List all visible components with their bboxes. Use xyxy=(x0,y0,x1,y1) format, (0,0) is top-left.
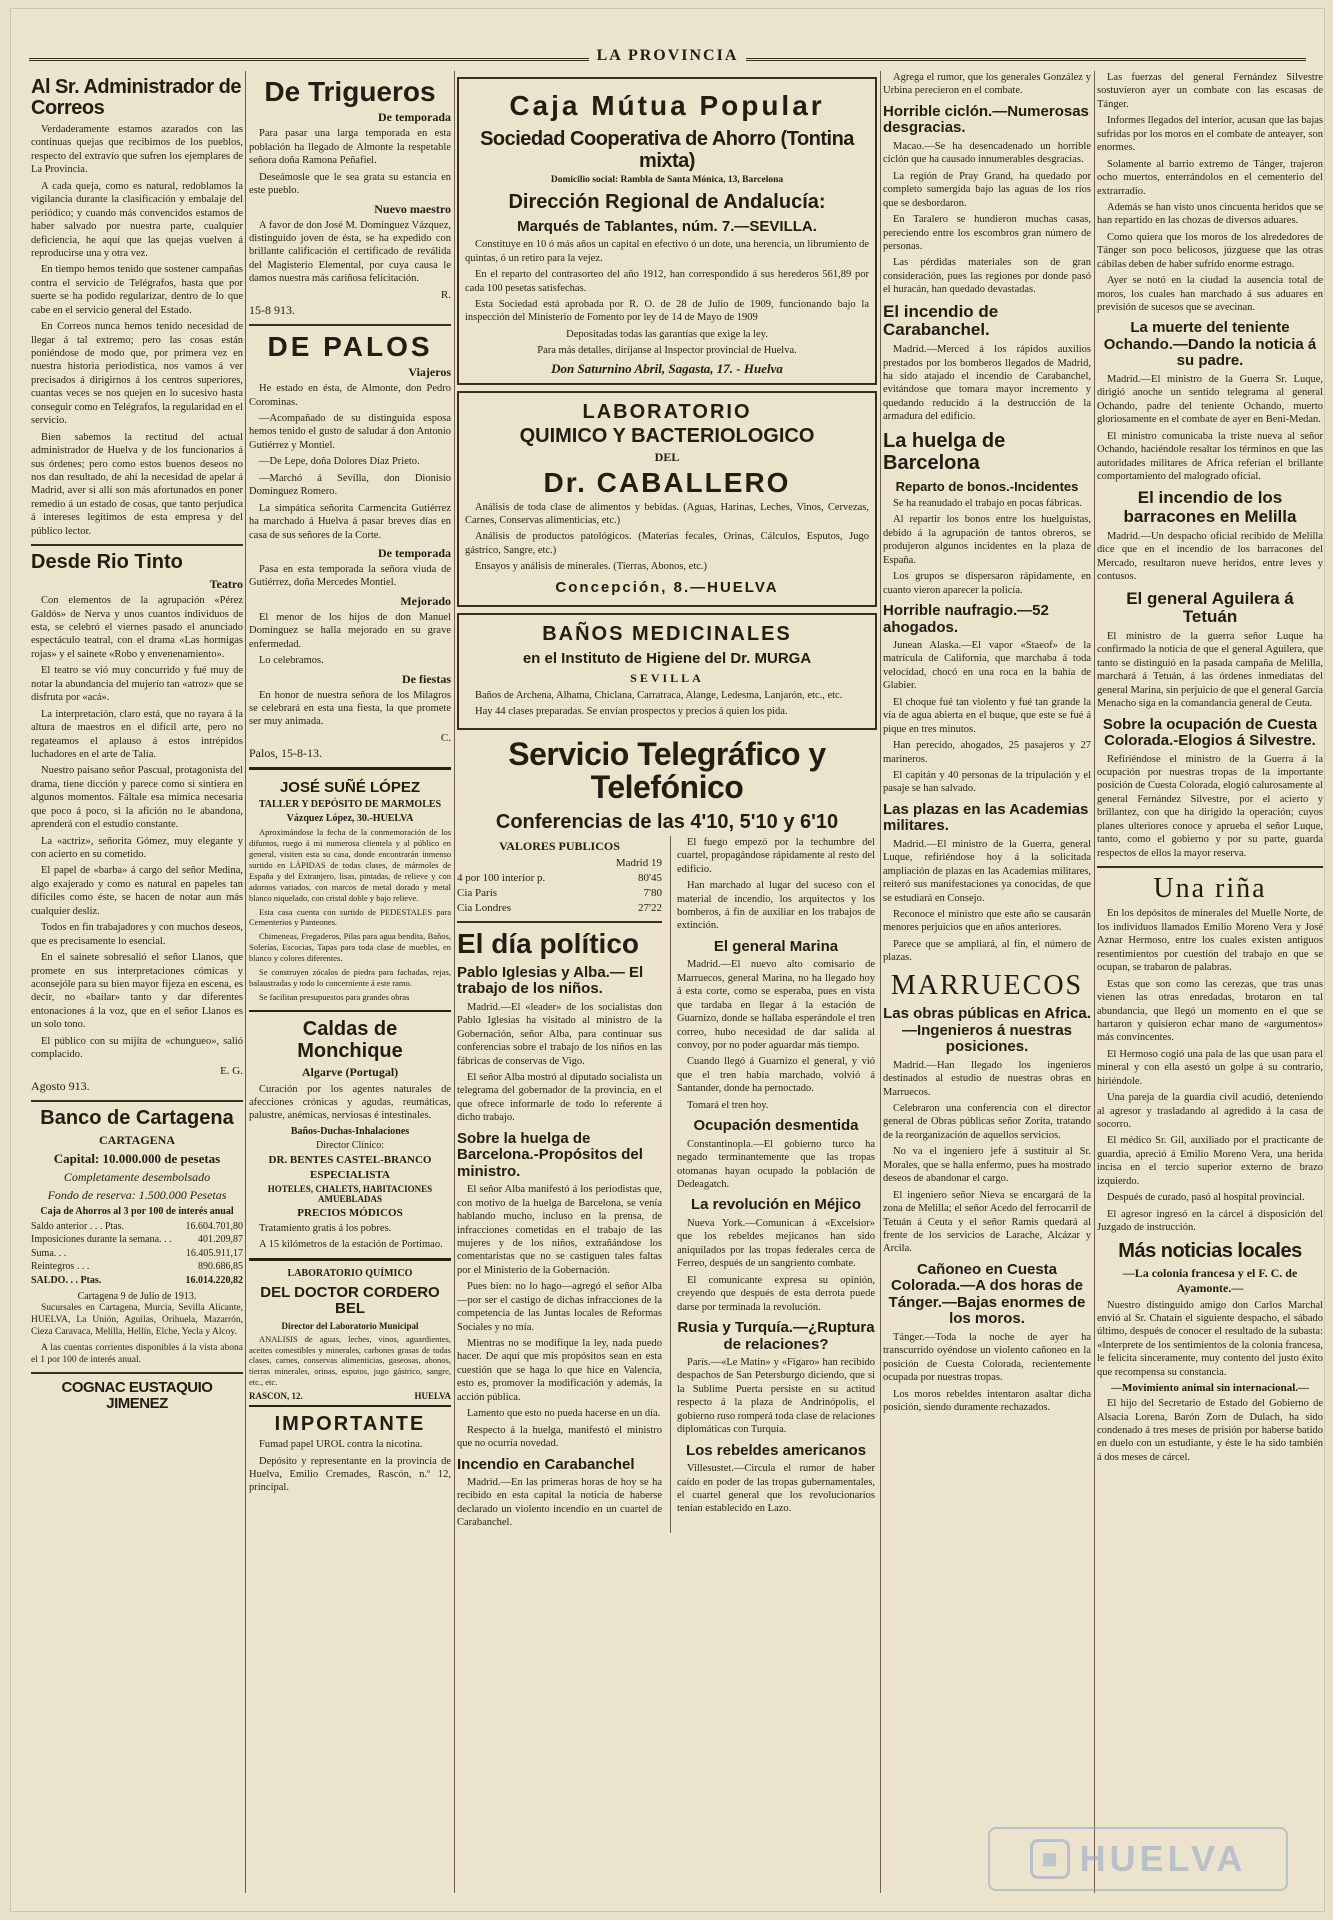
article-text: Nuestro paisano señor Pascual, protagonista del drama, tiene dicción y parece como si sintiera en algunos momentos. Fáltale esa mímica necesaria que poco á poco, si la afición no le abandona, aprenderá con el estudio constante. xyxy=(31,765,243,831)
article-text: Deseámosle que le sea grata su estancia en este pueblo. xyxy=(249,171,451,197)
subhead: De temporada xyxy=(378,110,451,125)
article-text: Celebraron una conferencia con el director general de Obras públicas señor Zorita, tratando de la reorganización de aquellos servicios. xyxy=(883,1103,1091,1141)
article-text: El señor Alba manifestó á los periodistas que, con motivo de la huelga de Barcelona, se venía hablando mucho, incluso en la prensa, de infracciones cometidas en el trabajo de las mujeres y de los niños, extrañándose los comentaristas que no se castiguen tales faltas por el Ministerio de la Gobernación. xyxy=(457,1184,662,1276)
table-row: Saldo anterior . . . Ptas. 16.604.701,80 xyxy=(31,1220,243,1232)
ad-text: En el reparto del contrasorteo del año 1912, han correspondido á sus herederos 561,89 por cada 100 pesetas satisfechas. xyxy=(465,269,869,294)
article-text: Parece que se ampliará, al fin, el número de plazas. xyxy=(883,938,1091,964)
article-text: En Correos nunca hemos tenido necesidad de llegar á tal extremo; pero las cosas están poniéndose de modo que, por primera vez en nuestra historia periodística, nos vamos á ver precisados á dirigirnos á los centros superiores, cuantas veces se nos quejen en lo sucesivo hasta conseguir como en Telégrafos, la regularidad en el servicio. xyxy=(31,321,243,427)
ad-text: Fumad papel UROL contra la nicotina. xyxy=(259,1439,423,1451)
headline-cuesta-colorada: Cañoneo en Cuesta Colorada.—A dos horas de Tánger.—Bajas enormes de los moros. xyxy=(888,1260,1086,1328)
headline-trigueros: De Trigueros xyxy=(264,76,436,107)
ad-text: Ensayos y análisis de minerales. (Tierras, Abonos, etc.) xyxy=(475,561,708,573)
ad-text: Para más detalles, diríjanse al Inspector provincial de Huelva. xyxy=(537,345,797,357)
article-text: Verdaderamente estamos azarados con las continuas quejas que recibimos de los pueblos, respecto del extravío que sufren los ejemplares de La Provincia. xyxy=(31,124,243,176)
ad-text: ESPECIALISTA xyxy=(310,1168,390,1181)
ad-address: Vázquez López, 30.-HUELVA xyxy=(286,813,414,825)
ad-title: JOSÉ SUÑÉ LÓPEZ xyxy=(279,778,421,796)
article-text: Reconoce el ministro que este año se causarán menores perjuicios que en años anteriores. xyxy=(883,909,1091,934)
headline-dia-politico: El día político xyxy=(457,928,640,960)
article-text: Madrid.—En las primeras horas de hoy se ha recibido en esta capital la noticia de haberse declarado un violento incendio en un cuartel de Carabanchel. xyxy=(457,1477,662,1529)
ad-title: LABORATORIO QUÍMICO xyxy=(287,1267,413,1279)
ad-title: Caldas de Monchique xyxy=(297,1017,403,1062)
dateline: Palos, 15-8-13. xyxy=(249,745,322,760)
ad-name: Dr. CABALLERO xyxy=(543,466,791,498)
ad-cognac: COGNAC EUSTAQUIO JIMENEZ xyxy=(61,1378,213,1412)
article-text: El choque fué tan violento y fué tan grande la vía de agua abierta en el buque, que este se fué á pique en tres minutos. xyxy=(883,696,1091,735)
article-text: La «actriz», señorita Gómez, muy elegante y con acierto en su cometido. xyxy=(31,835,243,860)
article-text: Pasa en esta temporada la señora viuda de Gutiérrez, doña Mercedes Montiel. xyxy=(249,563,451,589)
subheadline-movimiento: —Movimiento animal sin internacional.— xyxy=(1111,1382,1309,1395)
article-text: Tomará el tren hoy. xyxy=(687,1099,769,1111)
bank-title: Banco de Cartagena xyxy=(40,1106,234,1129)
subhead: Viajeros xyxy=(408,365,451,380)
headline-rebeldes: Los rebeldes americanos xyxy=(685,1441,867,1459)
article-text: Ayer se notó en la ciudad la ausencia total de moros, los cuales han marchado á sus aduares en previsión de sucesos que se avecinan. xyxy=(1097,275,1323,313)
divider xyxy=(31,544,243,546)
article-text: Refiriéndose el ministro de la Guerra á la ocupación por nuestras tropas de la importante posición de Cuesta Colorada, elogió calurosamente al general Fernández Silvestre, por el acierto y brillantez, con que ha dirigido la operación; cuyos planes ulteriores conoce y aprueba el señor Luque, tanto, como el gobierno y por su parte, guarda respectos de ellos la mayor reserva. xyxy=(1097,753,1323,859)
conferencias-heading: Conferencias de las 4'10, 5'10 y 6'10 xyxy=(495,810,839,833)
table-row: Imposiciones durante la semana. . . 401.209,87 xyxy=(31,1234,243,1246)
article-text: El agresor ingresó en la cárcel á disposición del Juzgado de instrucción. xyxy=(1097,1208,1323,1234)
article-text: Madrid.—El nuevo alto comisario de Marruecos, general Marina, no ha llegado hoy á esta corte, como se esperaba, pues en vista que tardaba en llegar á la estación de Guarnizo, donde se hallaba esperándole el tren correo, hubo necesidad de dar salida al convoy, por no poder aguardar más tiempo. xyxy=(677,959,875,1052)
article-text: El señor Alba mostró al diputado socialista un telegrama del gobernador de la provincia, en el que ofrece informarle de todo lo referente á dicho trabajo. xyxy=(457,1071,662,1124)
article-text: —Marchó á Sevilla, don Dionisio Domínguez Romero. xyxy=(249,472,451,498)
article-text: Nuestro distinguido amigo don Carlos Marchal envió al Sr. Chataín el siguiente despacho, el sábado último, después de conocer el resultado de la subasta: «Interprete de los sentimientos de la colonia francesa, le felicita sinceramente, muy contento del justo éxito que recompensa su constancia. xyxy=(1097,1299,1323,1378)
article-text: Se ha reanudado el trabajo en pocas fábricas. xyxy=(893,497,1082,509)
ad-address: Concepción, 8.—HUELVA xyxy=(555,578,779,596)
valores-date: Madrid 19 xyxy=(615,856,662,869)
article-text: En honor de nuestra señora de los Milagros se celebrará en esta una fiesta, la que promete ser muy animada. xyxy=(249,689,451,728)
article-text: El ministro comunicaba la triste nueva al señor Ochando, haciéndole resaltar los términos en que las autoridades militares de Africa referían el brillante comportamiento del malogrado oficial. xyxy=(1097,430,1323,482)
article-text: —Acompañado de su distinguida esposa hemos tenido el gusto de saludar á don Antonio Gutiérrez y Montiel. xyxy=(249,413,451,451)
bank-desembolsado: Completamente desembolsado xyxy=(63,1169,211,1184)
article-text: Madrid.—El ministro de la Guerra, general Luque, refiriéndose hoy á la solicitada ampliación de plazas en las Academias militares, reiteró sus manifestaciones ya conocidas, de que se estudiará en Consejo. xyxy=(883,838,1091,904)
article-text: Madrid.—Un despacho oficial recibido de Melilla dice que en el incendio de los barracones del Mercado, resultaron nueve heridos, entre leves y contusos. xyxy=(1097,530,1323,583)
article-text: Para pasar una larga temporada en esta población ha llegado de Almonte la respetable señora doña Ramona Peñafiel. xyxy=(249,128,451,167)
headline-palos: DE PALOS xyxy=(267,330,433,362)
article-text: Todos en fin trabajadores y con muchos deseos, que es precisamente lo esencial. xyxy=(31,922,243,947)
article-text: Villesustet.—Circula el rumor de haber caído en poder de las tropas gubernamentales, el cuartel general que los revolucionarios tenían establecido en Lazo. xyxy=(677,1463,875,1515)
article-text: El público con su mijita de «chungueo», salió complacido. xyxy=(31,1035,243,1061)
bank-city: CARTAGENA xyxy=(98,1132,176,1147)
ad-city: SEVILLA xyxy=(630,670,704,685)
ad-title: QUIMICO Y BACTERIOLOGICO xyxy=(519,424,815,447)
table-row: Suma. . . 16.405.911,17 xyxy=(31,1247,243,1259)
article-text: El teatro se vió muy concurrido y fué muy de notar la abundancia del mujerío tan «atroz» que se disfruta por «acá». xyxy=(31,665,243,704)
table-row: Reintegros . . . 890.686,85 xyxy=(31,1261,243,1273)
bank-caja: Caja de Ahorros al 3 por 100 de interés anual xyxy=(40,1205,234,1217)
column-1 xyxy=(31,71,243,1893)
divider xyxy=(31,1372,243,1374)
column-divider xyxy=(880,71,881,1893)
table-row: 4 por 100 interior p. 80'45 xyxy=(457,871,662,884)
ad-text: Depósito y representante en la provincia de Huelva, Emilio Cremades, Rascón, n.º 12, principal. xyxy=(249,1455,451,1494)
article-text: Tánger.—Toda la noche de ayer ha transcurrido oyéndose un violento cañoneo en la posición de Cuesta Colorada, recientemente ocupada por nuestras tropas. xyxy=(883,1331,1091,1384)
article-text: Han perecido, ahogados, 25 pasajeros y 27 marineros. xyxy=(883,740,1091,765)
ad-text: PRECIOS MÓDICOS xyxy=(297,1206,403,1219)
headline-academias: Las plazas en las Academias militares. xyxy=(883,800,1089,835)
ad-text: Esta Sociedad está aprobada por R. O. de 28 de Julio de 1909, funcionando bajo la inspección del Ministerio de Fomento por ley de 14 de Mayo de 1909 xyxy=(465,299,869,324)
article-text: La interpretación, claro está, que no rayara á la altura de maestros en el difícil arte, pero no regateamos el aplauso á estos intrépidos luchadores en el arte de Talía. xyxy=(31,708,243,760)
headline-aguilera: El general Aguilera á Tetuán xyxy=(1126,588,1294,627)
ad-address: Domicilio social: Rambla de Santa Mónica, 13, Barcelona xyxy=(550,174,784,185)
ad-text: Esta casa cuenta con surtido de PEDESTALES para Cementerios y Panteones. xyxy=(249,906,451,928)
table-row: Cia Londres 27'22 xyxy=(457,901,662,914)
column-4 xyxy=(883,71,1091,1893)
ad-text: Aproximándose la fecha de la conmemoración de los difuntos, ruego á mi numerosa clientela y al público en general, visiten esta su casa, donde encontrarán inmenso surtido en LÁPIDAS de todas clases, de mármoles de España y del Extranjero, lisas, pintadas, de relieve y con adornos variados, con marcos de metal dorado y metal blanco niquelado, con cristal doble y bajo relieve. xyxy=(249,827,451,903)
ad-direction: Dirección Regional de Andalucía: xyxy=(508,190,826,213)
ad-banos-murga xyxy=(457,613,877,729)
archive-logo-icon: ▦ xyxy=(1030,1839,1070,1879)
article-text: Mientras no se modifique la ley, nada puedo hacer. De aquí que mis propósitos sean en esta cuestión que se haga lo que hice en Valencia, esto es, promover la modificación y además, la acción pública. xyxy=(457,1338,662,1403)
news-right xyxy=(670,836,875,1533)
article-text: El hijo del Secretario de Estado del Gobierno de Alsacia Lorena, Barón Zorn de Dulach, ha sido condenado á tres meses de prisión por haberse batido en duelo con un estudiante, y éste le ha sido también á dos meses de cárcel. xyxy=(1097,1398,1323,1463)
article-text: Solamente al barrio extremo de Tánger, trajeron ocho muertos, enterrándolos en el cementerio del extrarradio. xyxy=(1097,158,1323,197)
ad-text: Baños-Duchas-Inhalaciones xyxy=(290,1125,410,1137)
dateline: Agosto 913. xyxy=(31,1078,90,1093)
ad-text: A 15 kilómetros de la estación de Portimao. xyxy=(259,1239,443,1251)
subheadline-colonia-francesa: —La colonia francesa y el F. C. de Ayamonte.— xyxy=(1122,1265,1298,1295)
article-text: En tiempo hemos tenido que sostener campañas contra el servicio de Telégrafos, hasta que por suerte se ha podido regularizar, dentro de lo que cabe en el servicio general del Estado. xyxy=(31,264,243,316)
article-text: Después de curado, pasó al hospital provincial. xyxy=(1107,1192,1305,1204)
ad-text: Curación por los agentes naturales de afecciones crónicas y agudas, reumáticas, palustre, anémicas, nerviosas é intestinales. xyxy=(249,1083,451,1122)
headline-marina: El general Marina xyxy=(713,937,839,955)
article-text: El fuego empezó por la techumbre del cuartel, propagándose rápidamente al resto del edificio. xyxy=(677,836,875,875)
article-text: En Taralero se hundieron muchas casas, pereciendo entre los escombros gran número de personas. xyxy=(883,214,1091,252)
article-text: Al repartir los bonos entre los huelguistas, debido á la agrupación de tantos obreros, se produjeron algunos incidentes en la plaza de España. xyxy=(883,514,1091,566)
article-text: A cada queja, como es natural, redoblamos la vigilancia durante la clasificación y embalaje del periódico; y cuando más convencidos estamos de haber salvado por nuestra parte, cualquier deficiencia, he aquí que las quejas vuelven á reproducirse una y otra vez. xyxy=(31,180,243,259)
ad-address: RASCON, 12. HUELVA xyxy=(249,1391,451,1402)
column-3 xyxy=(457,71,877,1893)
signature: R. xyxy=(440,288,451,301)
ad-name: DEL DOCTOR CORDERO BEL xyxy=(260,1283,440,1318)
bank-sucursales: Sucursales en Cartagena, Murcia, Sevilla Alicante, HUELVA, La Unión, Aguilas, Orihuela, Mazarrón, Cieza Caravaca, Melilla, Hellín, Elche, Yecla y Alcoy. xyxy=(31,1303,243,1338)
ad-text: Director Clínico: xyxy=(315,1139,385,1151)
bank-table xyxy=(31,1220,243,1288)
article-text: El Hermoso cogió una pala de las que usan para el mineral y con ella asestó un golpe á su contrario, hiriéndole. xyxy=(1097,1048,1323,1087)
bank-date: Cartagena 9 de Julio de 1913. xyxy=(77,1291,197,1303)
valores-table xyxy=(457,871,662,916)
subheadline-bonos: Reparto de bonos.-Incidentes xyxy=(895,478,1079,494)
headline-incendio: Incendio en Carabanchel xyxy=(457,1455,635,1473)
article-text: Madrid.—El ministro de la Guerra Sr. Luque, dirigió anoche un sentido telegrama al general Ochando, padre del teniente Ochando, muerto gloriosamente en el combate de ayer en Beni-Medan. xyxy=(1097,373,1323,426)
headline-barracones: El incendio de los barracones en Melilla xyxy=(1123,488,1297,527)
headline-ciclon: Horrible ciclón.—Numerosas desgracias. xyxy=(883,102,1089,137)
article-text: Además se han visto unos cincuenta heridos que se han repartido en las chozas de diversos aduares. xyxy=(1097,201,1323,227)
article-text: Informes llegados del interior, acusan que las bajas sufridas por los moros en el combate de anteayer, son enormes. xyxy=(1097,115,1323,154)
article-text: Madrid.—El «leader» de los socialistas don Pablo Iglesias ha visitado al ministro de la Gobernación, señor Alba, para continuar sus conferencias sobre el trabajo de los niños en las fábricas de conservas de Vigo. xyxy=(457,1001,662,1067)
ad-subtitle: Sociedad Cooperativa de Ahorro (Tontina mixta) xyxy=(480,127,854,172)
ad-text: Se construyen zócalos de piedra para fachadas, rejas, balaustradas y todo lo concerniente á este ramo. xyxy=(249,966,451,988)
article-text: Los grupos se dispersaron rápidamente, en cuanto vieron aparecer la policía. xyxy=(883,571,1091,596)
ad-text: DR. BENTES CASTEL-BRANCO xyxy=(268,1153,432,1166)
news-left xyxy=(457,836,662,1533)
headline-una-rina: Una riña xyxy=(1153,873,1267,905)
ad-title: BAÑOS MEDICINALES xyxy=(542,623,792,646)
divider xyxy=(457,921,662,923)
headline-rusia: Rusia y Turquía.—¿Ruptura de relaciones? xyxy=(677,1319,875,1353)
masthead xyxy=(29,47,1306,69)
article-text: Madrid.—Merced á los rápidos auxilios prestados por los bomberos llegados de Madrid, ha sido atajado el incendio de Carabanchel, evitándose que tomara mayor incremento y quedando reducido á la destrucción de la armadura del edificio. xyxy=(883,344,1091,423)
signature: E. G. xyxy=(220,1064,243,1077)
ad-text: Chimeneas, Fregaderos, Pilas para agua bendita, Baños, Solerías, Escocias, Tapas para toda clase de muebles, en blanco y colores diferentes. xyxy=(249,931,451,964)
signature: C. xyxy=(440,731,451,744)
ad-caldas-monchique xyxy=(249,1018,451,1252)
bank-capital: Capital: 10.000.000 de pesetas xyxy=(53,1150,221,1166)
ad-text: Depositadas todas las garantías que exige la ley. xyxy=(566,328,768,340)
ad-caja-mutua xyxy=(457,77,877,385)
ad-text: HOTELES, CHALETS, HABITACIONES AMUEBLADAS xyxy=(267,1183,433,1204)
article-text: Bien sabemos la rectitud del actual administrador de Huelva y de los funcionarios á sus órdenes; pero como estos buenos deseos no nos dan resultado, de ahí la necesidad de apelar á Madrid, aver si allí son más afortunados en poner remedio á un estado de cosas, que tanto perjudica á intereses legítimos de esta empresa y del público lector. xyxy=(31,431,243,537)
article-text: Estas que son como las cerezas, que tras unas vienen las otras enredadas, brotaron en tal abundancia, que llegó un momento en el que se hartaron y quisieron echar mano de «argumentos» más convincentes. xyxy=(1097,978,1323,1044)
article-text: Una pareja de la guardia civil acudió, deteniendo al agresor y trasladando al agredido á la casa de socorro. xyxy=(1097,1092,1323,1131)
headline-carabanchel: El incendio de Carabanchel. xyxy=(883,301,999,340)
article-text: Como quiera que los moros de los alrededores de Tánger son poco belicosos, júzguese que las otras cábilas deben de haber sufrido enorme estrago. xyxy=(1097,231,1323,270)
ad-title: DEL xyxy=(654,449,680,464)
article-text: Agrega el rumor, que los generales González y Urbina perecieron en el combate. xyxy=(883,72,1091,97)
section-marruecos: MARRUECOS xyxy=(890,969,1084,1001)
table-row: SALDO. . . Ptas. 16.014.220,82 xyxy=(31,1274,243,1286)
article-text: En los depósitos de minerales del Muelle Norte, de los individuos llamados Emilio Moreno Vera y José Aznar Hermoso, entre los cuales existen antiguos resentimientos por cuestión del trabajo en que se ocupan, se trabaron de palabras. xyxy=(1097,908,1323,974)
article-text: Lamento que esto no pueda hacerse en un día. xyxy=(467,1408,661,1420)
ad-title: Caja Mútua Popular xyxy=(509,90,825,121)
subhead: De fiestas xyxy=(402,671,451,686)
divider xyxy=(249,324,451,326)
subhead: Teatro xyxy=(209,577,243,592)
article-text: Pues bien: no lo hago—agregó el señor Alba—por ser el castigo de dichas infracciones de la competencia de las Juntas locales de Reformas Sociales y no mía. xyxy=(457,1281,662,1333)
subhead: Mejorado xyxy=(400,593,451,608)
article-text: Macao.—Se ha desencadenado un horrible ciclón que ha causado innumerables desgracias. xyxy=(883,140,1091,166)
article-text: El ministro de la guerra señor Luque ha confirmado la noticia de que el general Aguilera, que tanto se distinguió en la pasada campaña de Melilla, marchará á Tetuán, á las órdenes inmediatas del general Marina, sin perjuicio de que el general García Menacho siga en la comandancia general de Ceuta. xyxy=(1097,630,1323,710)
headline-noticias-locales: Más noticias locales xyxy=(1118,1239,1302,1262)
ad-subtitle: Algarve (Portugal) xyxy=(301,1064,399,1079)
newspaper-page xyxy=(10,8,1325,1912)
article-text: En el sainete sobresalió el señor Llanos, que promete en sus interpretaciones cómicas y aconsejóle para su bien mayor fijeza en escena, es decir, no «bailar» tanto y dar diferentes entonaciones á la voz, que en el señor Llanos es un solo tono. xyxy=(31,952,243,1031)
article-text: A favor de don José M. Domínguez Vázquez, distinguido joven de ésta, se ha expedido con brillante calificación el certificado de reválida del Magisterio Elemental, por cuya causa le damos nuestra más cariñosa felicitación. xyxy=(249,219,451,285)
article-text: La región de Pray Grand, ha quedado por completo sumergida bajo las aguas de los ríos que se desbordaron. xyxy=(883,170,1091,209)
article-text: La simpática señorita Carmencita Gutiérrez ha marchado á Huelva á pasar breves días en casa de sus señores de la Corte. xyxy=(249,502,451,541)
column-divider xyxy=(454,71,455,1893)
column-2 xyxy=(249,71,451,1893)
article-text: El ingeniero señor Nieva se encargará de la zona de Melilla; el señor Acedo del ferrocarril de Tetuán á Ceuta y el señor Ramis quedará al frente de los servicios de Larache, Alcázar y Arcila. xyxy=(883,1189,1091,1255)
ad-text: Baños de Archena, Alhama, Chiclana, Carratraca, Alange, Ledesma, Lanjarón, etc., etc. xyxy=(475,689,843,701)
article-text: Cuando llegó á Guarnizo el general, y vió que el tren había marchado, volvió á Santander, donde ha pernoctado. xyxy=(677,1056,875,1095)
article-text: El médico Sr. Gil, auxiliado por el practicante de guardia, apreció á Emilio Moreno Vera, una herida incisa en el tercio superior externo de brazo izquierdo. xyxy=(1097,1135,1323,1187)
table-row: Cia París 7'80 xyxy=(457,886,662,899)
article-text: No va el ingeniero jefe á sustituir al Sr. Morales, que se halla enfermo, pues ha mostrado deseos de abandonar el cargo. xyxy=(883,1146,1091,1185)
article-text: Respecto á la huelga, manifestó el ministro que no ocurría novedad. xyxy=(457,1424,662,1450)
dateline: 15-8 913. xyxy=(249,302,295,317)
ad-title-importante: IMPORTANTE xyxy=(274,1413,426,1436)
article-text: —De Lepe, doña Dolores Díaz Prieto. xyxy=(259,456,420,468)
article-text: El papel de «barba» á cargo del señor Medina, algo exajerado y como es natural en papeles tan difíciles como éste, se hacen de notar aun más cualquier desliz. xyxy=(31,865,243,917)
article-text: Las pérdidas materiales son de gran consideración, pues las regiones por donde pasó el huracán, han quedado devastadas. xyxy=(883,257,1091,296)
headline-huelga: Sobre la huelga de Barcelona.-Propósitos del ministro. xyxy=(457,1129,643,1180)
headline-obras-africa: Las obras públicas en Africa.—Ingenieros á nuestras posiciones. xyxy=(883,1005,1091,1056)
ad-subtitle: TALLER Y DEPÓSITO DE MARMOLES xyxy=(258,799,442,811)
watermark-text: HUELVA xyxy=(1079,1838,1247,1879)
article-text: Han marchado al lugar del suceso con el material de incendio, los arquitectos y los bomberos, á fin de auxiliar en los trabajos de extinción. xyxy=(677,880,875,932)
ad-text: Hay 44 clases preparadas. Se envían prospectos y precios á quien los pida. xyxy=(475,706,788,718)
bank-note: A las cuentas corrientes disponibles á la vista abona el 1 por 100 de interés anual. xyxy=(31,1342,243,1365)
ad-text: Se facilitan presupuestos para grandes obras xyxy=(259,991,410,1002)
bank-fondo: Fondo de reserva: 1.500.000 Pesetas xyxy=(47,1187,227,1202)
divider xyxy=(31,1100,243,1102)
archive-watermark xyxy=(988,1827,1288,1891)
ad-text: Director del Laboratorio Municipal xyxy=(281,1320,419,1331)
ad-text: Constituye en 10 ó más años un capital en efectivo ó un dote, una herencia, un librumiento de quintas, ó un retiro para la vejez. xyxy=(465,239,869,264)
ad-contact: Don Saturnino Abril, Sagasta, 17. - Huelva xyxy=(551,360,783,376)
subhead: Nuevo maestro xyxy=(374,201,451,216)
divider xyxy=(1097,866,1323,868)
masthead-title: LA PROVINCIA xyxy=(589,47,747,64)
article-text: Constantinopla.—El gobierno turco ha negado terminantemente que las tropas otomanas hayan ocupado la población de Dedeagatch. xyxy=(677,1138,875,1191)
ad-sune-lopez xyxy=(249,767,451,1012)
ad-text: Análisis de productos patológicos. (Materias fecales, Orinas, Cálculos, Esputos, Jugo gástrico, Sangre, etc.) xyxy=(465,531,869,556)
headline-correos: Al Sr. Administrador de Correos xyxy=(31,76,242,119)
ad-text: Tratamiento gratis á los pobres. xyxy=(259,1222,392,1234)
ad-title: LABORATORIO xyxy=(582,400,752,423)
article-text: Las fuerzas del general Fernández Silvestre sostuvieron ayer un combate con las escasas de Tánger. xyxy=(1097,72,1323,110)
ad-laboratorio-caballero xyxy=(457,391,877,607)
article-text: Nueva York.—Comunican á «Excelsior» que los rebeldes mejicanos han sido aniquilados por las tropas federales cerca de Ferreo, después de un sangriento combate. xyxy=(677,1217,875,1270)
article-text: Los moros rebeldes intentaron asaltar dicha posición, siendo duramente rechazados. xyxy=(883,1388,1091,1413)
subhead: De temporada xyxy=(378,545,451,560)
column-5 xyxy=(1097,71,1323,1893)
article-text: Lo celebramos. xyxy=(259,655,324,667)
column-divider xyxy=(1094,71,1095,1893)
headline-rio-tinto: Desde Rio Tinto xyxy=(31,551,183,574)
article-text: Junean Alaska.—El vapor «Staeof» de la matrícula de California, que marchaba á toda velocidad, chocó en una roca en la bahía de Glabier. xyxy=(883,640,1091,692)
column-divider xyxy=(245,71,246,1893)
headline-pablo-iglesias: Pablo Iglesias y Alba.— El trabajo de los niños. xyxy=(457,963,644,998)
headline-silvestre: Sobre la ocupación de Cuesta Colorada.-Elogios á Silvestre. xyxy=(1102,715,1318,750)
article-text: París.—«Le Matin» y «Fígaro» han recibido despachos de San Petersburgo diciendo, que si la Sublime Puerta persiste en su actitud respecto á la plaza de Andrinópolis, el gobierno ruso romperá toda clase de relaciones diplomáticas con Turquía. xyxy=(677,1357,875,1436)
ad-subtitle: en el Instituto de Higiene del Dr. MURGA xyxy=(522,650,812,668)
ad-text: ANALISIS de aguas, leches, vinos, aguardientes, aceites comestibles y minerales, carbones grasas de todas clases, carnes, conservas alimenticias, gaseosas, abonos, tierras minerales, orinas, esputos, jugo gástrico, sangre, etc., etc. xyxy=(249,1333,451,1388)
section-title-telegrafico: Servicio Telegráfico y Telefónico xyxy=(508,735,826,806)
ad-cordero-bel xyxy=(249,1258,451,1407)
telegraph-news xyxy=(457,836,877,1533)
ad-address: Marqués de Tablantes, núm. 7.—SEVILLA. xyxy=(517,217,817,235)
article-text: El capitán y 40 personas de la tripulación y el pasaje se han salvado. xyxy=(883,769,1091,795)
ad-text: Análisis de toda clase de alimentos y bebidas. (Aguas, Harinas, Leches, Vinos, Cervezas, Carnes, Conservas alimenticias, etc.) xyxy=(465,501,869,527)
headline-naufragio: Horrible naufragio.—52 ahogados. xyxy=(883,602,1049,636)
article-text: El menor de los hijos de don Manuel Domínguez se halla mejorado en su grave enfermedad. xyxy=(249,611,451,650)
headline-ocupacion: Ocupación desmentida xyxy=(693,1117,859,1135)
article-text: El comunicante expresa su opinión, creyendo que después de esta derrota puede darse por terminada la revolución. xyxy=(677,1274,875,1313)
article-text: He estado en ésta, de Almonte, don Pedro Corominas. xyxy=(249,383,451,408)
article-text: Con elementos de la agrupación «Pérez Galdós» de Nerva y unos cuantos individuos de esta, se celebró el viernes pasado el anunciado espectáculo teatral, con el drama «Las hormigas rojas» y el sainete «Robo y envenenamiento». xyxy=(31,595,243,660)
headline-huelga-barcelona: La huelga de Barcelona xyxy=(883,429,1006,474)
valores-title: VALORES PUBLICOS xyxy=(499,838,620,853)
article-text: Madrid.—Han llegado los ingenieros destinados al estudio de nuestras obras en Marruecos. xyxy=(883,1059,1091,1098)
headline-ochando: La muerte del teniente Ochando.—Dando la noticia á su padre. xyxy=(1103,319,1317,370)
headline-mejico: La revolución en Méjico xyxy=(690,1196,862,1214)
ad-banco-cartagena xyxy=(31,1108,243,1366)
